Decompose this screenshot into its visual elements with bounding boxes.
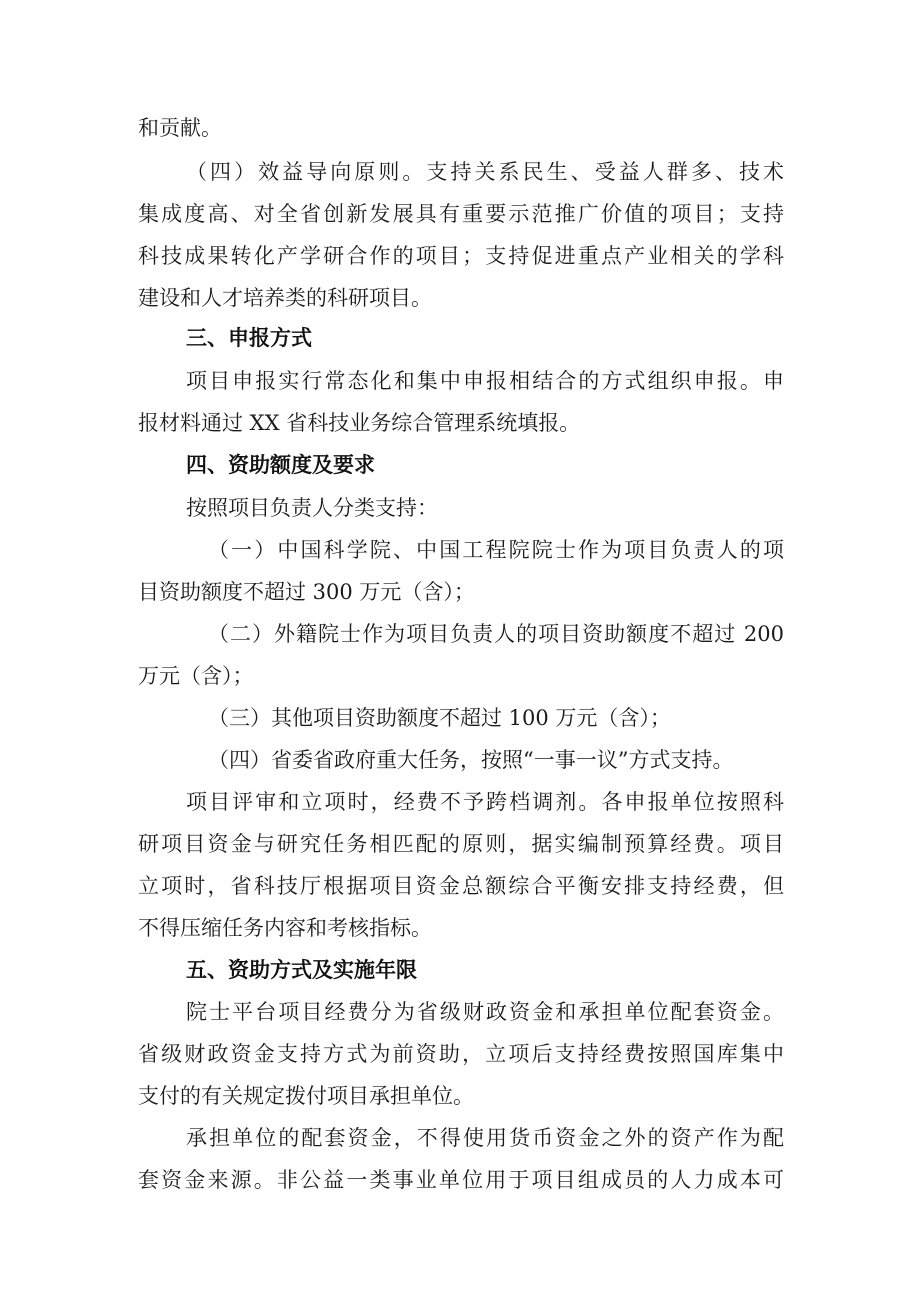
body-text-line: 目资助额度不超过 300 万元（含）； xyxy=(138,580,475,604)
body-text-line: 科技成果转化产学研合作的项目；支持促进重点产业相关的学科 xyxy=(138,244,784,268)
body-text-line: 不得压缩任务内容和考核指标。 xyxy=(138,916,432,940)
body-text-line: 研项目资金与研究任务相匹配的原则，据实编制预算经费。项目 xyxy=(138,832,784,856)
section-heading: 四、资助额度及要求 xyxy=(186,453,375,477)
body-text-line: 建设和人才培养类的科研项目。 xyxy=(138,286,432,310)
body-text-line: （一）中国科学院、中国工程院院士作为项目负责人的项 xyxy=(208,538,784,562)
body-text-line: 省级财政资金支持方式为前资助，立项后支持经费按照国库集中 xyxy=(138,1042,784,1066)
body-text-line: 套资金来源。非公益一类事业单位用于项目组成员的人力成本可 xyxy=(138,1168,784,1192)
section-heading: 五、资助方式及实施年限 xyxy=(186,958,417,982)
body-text-line: （三）其他项目资助额度不超过 100 万元（含）； xyxy=(208,706,671,730)
section-heading: 三、申报方式 xyxy=(186,326,312,350)
body-text-line: 承担单位的配套资金，不得使用货币资金之外的资产作为配 xyxy=(186,1126,784,1150)
body-text-line: 万元（含）； xyxy=(138,664,254,688)
body-text-line: 报材料通过 XX 省科技业务综合管理系统填报。 xyxy=(138,411,581,435)
body-text-line: 项目申报实行常态化和集中申报相结合的方式组织申报。申 xyxy=(186,369,784,393)
body-text-line: 集成度高、对全省创新发展具有重要示范推广价值的项目；支持 xyxy=(138,202,784,226)
body-text-line: 支付的有关规定拨付项目承担单位。 xyxy=(138,1084,474,1108)
body-text-line: （二）外籍院士作为项目负责人的项目资助额度不超过 200 xyxy=(208,622,784,646)
body-text-line: 按照项目负责人分类支持： xyxy=(186,496,438,520)
body-text-line: （四）省委省政府重大任务，按照“一事一议”方式支持。 xyxy=(208,748,734,772)
body-text-line: 项目评审和立项时，经费不予跨档调剂。各申报单位按照科 xyxy=(186,790,784,814)
body-text-line: （四）效益导向原则。支持关系民生、受益人群多、技术 xyxy=(186,160,784,184)
body-text-line: 立项时，省科技厅根据项目资金总额综合平衡安排支持经费，但 xyxy=(138,874,784,898)
body-text-line: 和贡献。 xyxy=(138,116,222,140)
body-text-line: 院士平台项目经费分为省级财政资金和承担单位配套资金。 xyxy=(186,1000,784,1024)
